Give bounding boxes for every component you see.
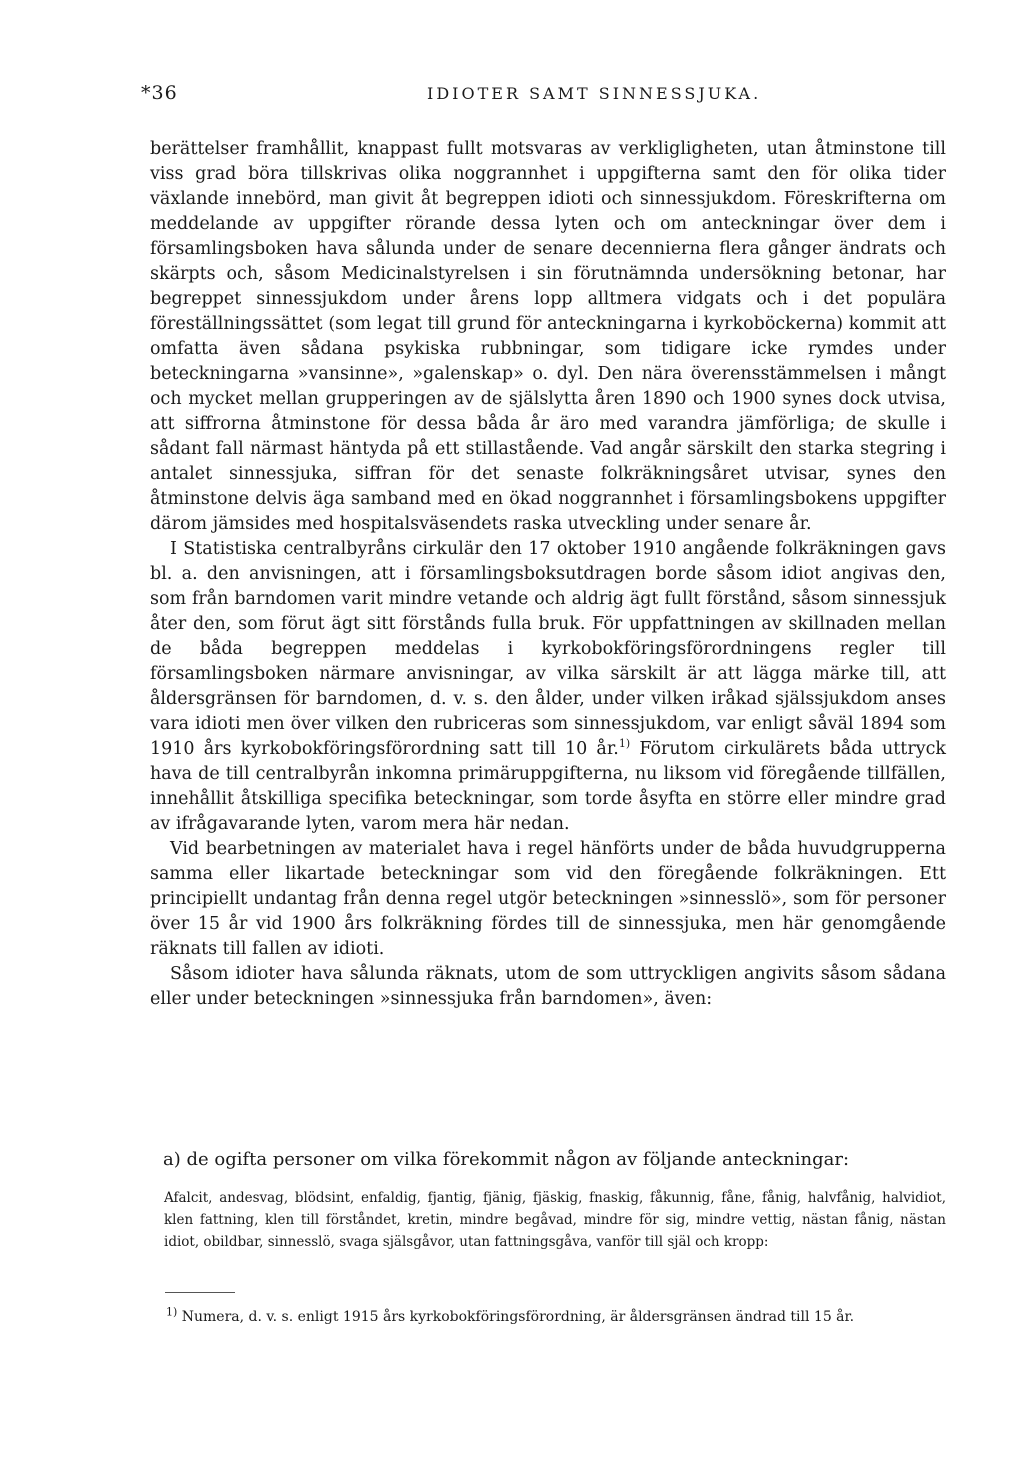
body-text bbox=[150, 137, 946, 1012]
footnote bbox=[166, 1306, 946, 1328]
paragraph-3: Vid bearbetningen av materialet hava i regel hänförts under de båda huvudgrupperna samma eller likartade beteckningar som vid den föregående folkräkningen. Ett principiellt undantag från denna regel utgör beteckningen »sinnesslö», som för personer över 15 år vid 1900 års folkräkning fördes till de sinnessjuka, men här genomgående räknats till fallen av idioti. bbox=[150, 839, 946, 959]
term-list: Afalcit, andesvag, blödsint, enfaldig, fjantig, fjänig, fjäskig, fnaskig, fåkunnig, fåne, fånig, halvfånig, halvidiot, klen fattning, klen till förståndet, kretin, mindre begåvad, mindre för sig, mindre vettig, nästan fånig, nästan idiot, obildbar, sinnesslö, svaga själsgåvor, utan fattningsgåva, vanför till själ och kropp: bbox=[164, 1190, 946, 1250]
page-header bbox=[137, 82, 947, 112]
page-number: *36 bbox=[141, 82, 178, 104]
list-item-a: a) de ogifta personer om vilka förekommit någon av följande anteckningar: bbox=[163, 1149, 850, 1170]
running-title: IDIOTER SAMT SINNESSJUKA. bbox=[427, 84, 762, 103]
footnote-marker: 1) bbox=[166, 1305, 178, 1319]
paragraph-4: Såsom idioter hava sålunda räknats, utom de som uttryckligen angivits såsom sådana eller under beteckningen »sinnessjuka från barndomen», även: bbox=[150, 964, 946, 1009]
paragraph-2-text: I Statistiska centralbyråns cirkulär den 17 oktober 1910 angående folkräkningen gavs bl. a. den anvisningen, att i församlingsboksutdragen borde såsom idiot angivas den, som från barndomen varit mindre vetande och aldrig ägt fullt förstånd, såsom sinnessjuk åter den, som förut ägt sitt förstånds fulla bruk. För uppfattningen av skillnaden mellan de båda begreppen meddelas i kyrkobokföringsförordningens regler till församlingsboken närmare anvisningar, av vilka särskilt är att lägga märke till, att åldersgränsen för barndomen, d. v. s. den ålder, under vilken iråkad själssjukdom anses vara idioti men över vilken den rubriceras som sinnessjukdom, var enligt såväl 1894 som 1910 års kyrkobokföringsförordning satt till 10 år. bbox=[150, 539, 946, 759]
paragraph-1: berättelser framhållit, knappast fullt motsvaras av verkligligheten, utan åtminstone till viss grad böra tillskrivas olika noggrannhet i uppgifterna samt den för olika tider växlande innebörd, man givit åt begreppen idioti och sinnessjukdom. Föreskrifterna om meddelande av uppgifter rörande dessa lyten och om anteckningar över dem i församlingsboken hava sålunda under de senare decennierna flera gånger ändrats och skärpts och, såsom Medicinalstyrelsen i sin förutnämnda undersökning betonar, har begreppet sinnessjukdom under årens lopp alltmera vidgats och i det populära föreställningssättet (som legat till grund för anteckningarna i kyrkoböckerna) kommit att omfatta även sådana psykiska rubbningar, som tidigare icke rymdes under beteckningarna »vansinne», »galenskap» o. dyl. Den nära överensstämmelsen i mångt och mycket mellan grupperingen av de själslytta åren 1890 och 1900 synes dock utvisa, att siffrorna åtminstone för dessa båda år äro med varandra jämförliga; de skulle i sådant fall närmast häntyda på ett stillastående. Vad angår särskilt den starka stegring i antalet sinnessjuka, siffran för det senaste folkräkningsåret utvisar, synes den åtminstone delvis äga samband med en ökad noggrannhet i församlingsbokens uppgifter därom jämsides med hospitalsväsendets raska utveckling under senare år. bbox=[150, 139, 946, 534]
paragraph-2 bbox=[150, 537, 946, 837]
footnote-divider bbox=[165, 1292, 235, 1293]
footnote-reference: 1) bbox=[618, 737, 631, 751]
paragraph-2-continuation: Förutom cirkulärets båda uttryck hava de till centralbyrån inkomna primäruppgifterna, nu liksom vid föregående tillfällen, innehållit åtskilliga specifika beteckningar, som torde åsyfta en större eller mindre grad av ifrågavarande lyten, varom mera här nedan. bbox=[150, 739, 946, 834]
footnote-text: Numera, d. v. s. enligt 1915 års kyrkobokföringsförordning, är åldersgränsen ändrad till 15 år. bbox=[181, 1309, 855, 1325]
